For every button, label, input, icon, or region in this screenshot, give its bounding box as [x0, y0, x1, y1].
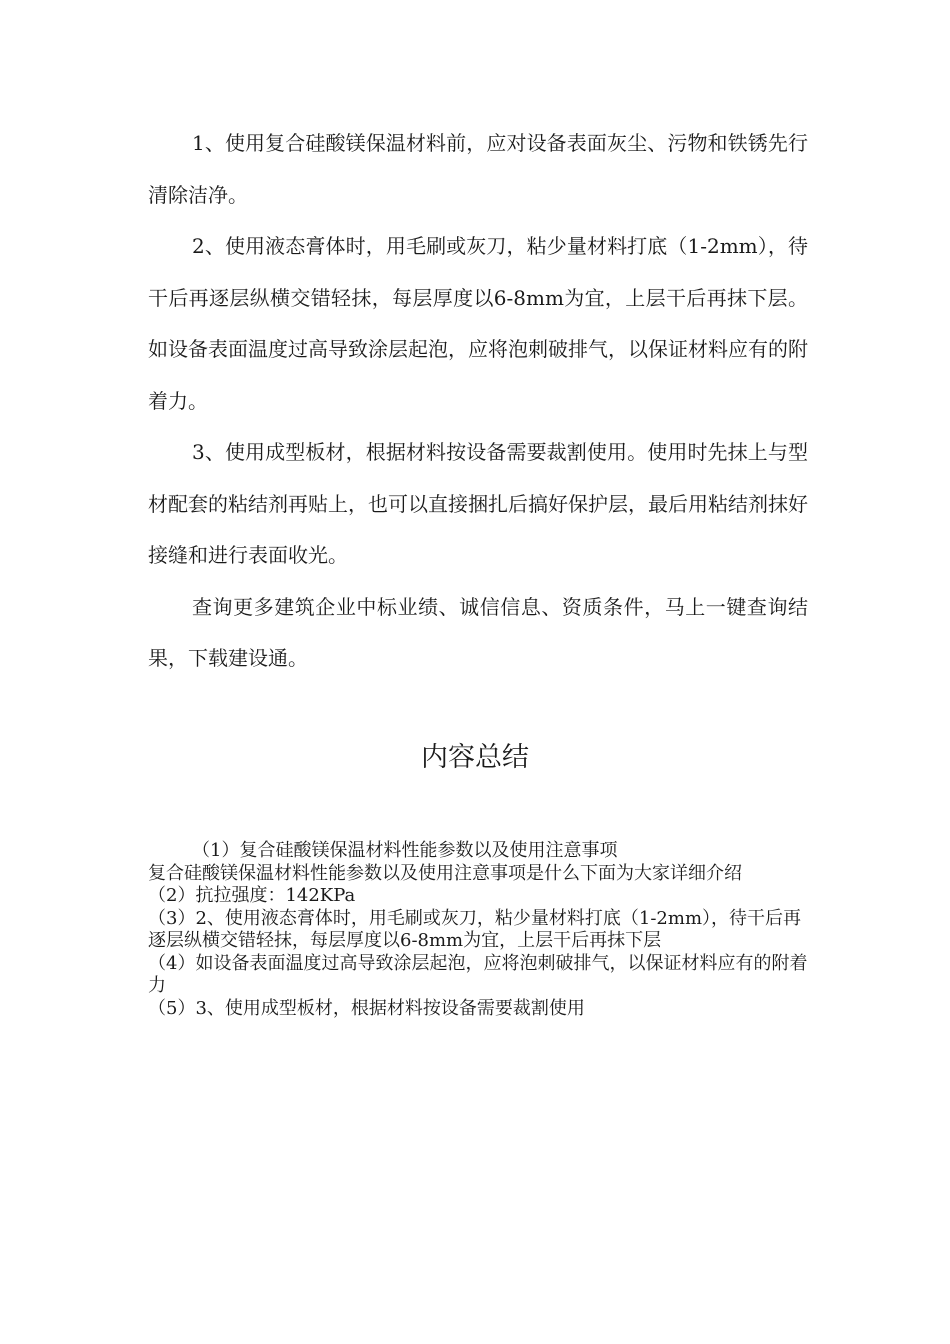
body-text — [148, 118, 808, 685]
summary-line: （5）3、使用成型板材，根据材料按设备需要裁割使用 — [148, 997, 585, 1019]
summary-line: （4）如设备表面温度过高导致涂层起泡，应将泡刺破排气，以保证材料应有的附着力 — [148, 952, 808, 996]
paragraph-step-1: 1、使用复合硅酸镁保温材料前，应对设备表面灰尘、污物和铁锈先行清除洁净。 — [148, 131, 808, 207]
paragraph-step-2: 2、使用液态膏体时，用毛刷或灰刀，粘少量材料打底（1-2mm），待干后再逐层纵横交错轻抹，每层厚度以6-8mm为宜，上层干后再抹下层。如设备表面温度过高导致涂层起泡，应将泡刺破排气，以保证材料应有的附着力。 — [148, 234, 808, 413]
summary-line: （1）复合硅酸镁保温材料性能参数以及使用注意事项 — [192, 840, 618, 861]
summary-line: （2）抗拉强度：142KPa — [148, 885, 356, 906]
paragraph-step-3: 3、使用成型板材，根据材料按设备需要裁割使用。使用时先抹上与型材配套的粘结剂再贴上，也可以直接捆扎后搞好保护层，最后用粘结剂抹好接缝和进行表面收光。 — [148, 440, 808, 567]
summary-section — [148, 840, 808, 1020]
paragraph-promo: 查询更多建筑企业中标业绩、诚信信息、资质条件，马上一键查询结果，下载建设通。 — [148, 594, 808, 670]
summary-line: （3）2、使用液态膏体时，用毛刷或灰刀，粘少量材料打底（1-2mm），待干后再逐层纵横交错轻抹，每层厚度以6-8mm为宜，上层干后再抹下层 — [148, 907, 802, 951]
summary-title: 内容总结 — [421, 742, 529, 773]
summary-line: 复合硅酸镁保温材料性能参数以及使用注意事项是什么下面为大家详细介绍 — [148, 862, 742, 884]
